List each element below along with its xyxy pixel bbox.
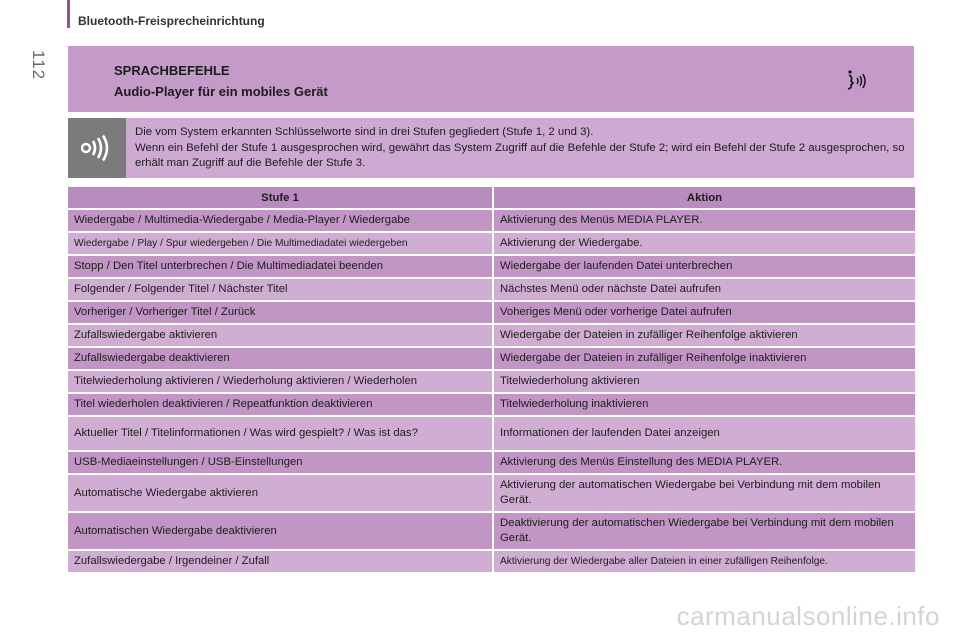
command-cell: Automatischen Wiedergabe deaktivieren <box>68 513 492 549</box>
table-row <box>68 394 915 415</box>
action-cell: Wiedergabe der Dateien in zufälliger Reihenfolge inaktivieren <box>492 348 915 369</box>
command-cell: Vorheriger / Vorheriger Titel / Zurück <box>68 302 492 323</box>
intro-line-1: Die vom System erkannten Schlüsselworte sind in drei Stufen gegliedert (Stufe 1, 2 und 3). <box>135 126 594 138</box>
command-cell: Wiedergabe / Multimedia-Wiedergabe / Media-Player / Wiedergabe <box>68 210 492 231</box>
action-cell: Aktivierung der automatischen Wiedergabe bei Verbindung mit dem mobilen Gerät. <box>492 475 915 511</box>
header-title: Bluetooth-Freisprecheinrichtung <box>78 14 265 28</box>
voice-command-icon <box>844 68 870 94</box>
intro-icon-box <box>68 118 126 178</box>
action-cell: Titelwiederholung aktivieren <box>492 371 915 392</box>
action-cell: Aktivierung des Menüs Einstellung des MEDIA PLAYER. <box>492 452 915 473</box>
table-row <box>68 302 915 323</box>
table-row <box>68 279 915 300</box>
command-cell: Wiedergabe / Play / Spur wiedergeben / Die Multimediadatei wiedergeben <box>68 233 492 254</box>
action-cell: Aktivierung des Menüs MEDIA PLAYER. <box>492 210 915 231</box>
command-cell: Titel wiederholen deaktivieren / Repeatfunktion deaktivieren <box>68 394 492 415</box>
table-row <box>68 371 915 392</box>
page-number: 112 <box>29 50 48 81</box>
command-cell: Zufallswiedergabe aktivieren <box>68 325 492 346</box>
table-header-row <box>68 187 915 208</box>
table-row <box>68 256 915 277</box>
command-cell: Zufallswiedergabe / Irgendeiner / Zufall <box>68 551 492 572</box>
action-cell: Informationen der laufenden Datei anzeigen <box>492 417 915 450</box>
table-row <box>68 417 915 450</box>
command-cell: USB-Mediaeinstellungen / USB-Einstellungen <box>68 452 492 473</box>
section-subtitle: Audio-Player für ein mobiles Gerät <box>114 84 328 99</box>
action-cell: Wiedergabe der Dateien in zufälliger Reihenfolge aktivieren <box>492 325 915 346</box>
action-cell: Aktivierung der Wiedergabe aller Dateien in einer zufälligen Reihenfolge. <box>492 551 915 572</box>
command-cell: Folgender / Folgender Titel / Nächster Titel <box>68 279 492 300</box>
action-cell: Deaktivierung der automatischen Wiedergabe bei Verbindung mit dem mobilen Gerät. <box>492 513 915 549</box>
section-banner <box>68 46 914 112</box>
action-cell: Aktivierung der Wiedergabe. <box>492 233 915 254</box>
section-title: SPRACHBEFEHLE <box>114 63 230 78</box>
intro-line-2: Wenn ein Befehl der Stufe 1 ausgesprochen wird, gewährt das System Zugriff auf die Befehle der Stufe 2; wird ein Befehl der Stufe 2 ausgesprochen, so erhält man Zugriff auf die Befehle der Stufe 3. <box>135 141 905 169</box>
table-row <box>68 325 915 346</box>
column-header-action: Aktion <box>492 187 915 208</box>
action-cell: Nächstes Menü oder nächste Datei aufrufen <box>492 279 915 300</box>
table-row <box>68 233 915 254</box>
speaker-wave-icon <box>81 135 113 161</box>
intro-panel <box>68 118 914 178</box>
command-cell: Titelwiederholung aktivieren / Wiederholung aktivieren / Wiederholen <box>68 371 492 392</box>
table-row <box>68 551 915 572</box>
accent-bar <box>67 0 70 28</box>
action-cell: Wiedergabe der laufenden Datei unterbrechen <box>492 256 915 277</box>
command-cell: Stopp / Den Titel unterbrechen / Die Multimediadatei beenden <box>68 256 492 277</box>
command-cell: Aktueller Titel / Titelinformationen / Was wird gespielt? / Was ist das? <box>68 417 492 450</box>
table-row <box>68 452 915 473</box>
command-cell: Zufallswiedergabe deaktivieren <box>68 348 492 369</box>
column-header-level: Stufe 1 <box>68 187 492 208</box>
table-row <box>68 210 915 231</box>
voice-command-table <box>68 185 915 574</box>
intro-text <box>135 125 905 172</box>
watermark: carmanualsonline.info <box>676 601 940 631</box>
action-cell: Voheriges Menü oder vorherige Datei aufrufen <box>492 302 915 323</box>
command-cell: Automatische Wiedergabe aktivieren <box>68 475 492 511</box>
action-cell: Titelwiederholung inaktivieren <box>492 394 915 415</box>
table-row <box>68 513 915 549</box>
table-row <box>68 475 915 511</box>
table-row <box>68 348 915 369</box>
